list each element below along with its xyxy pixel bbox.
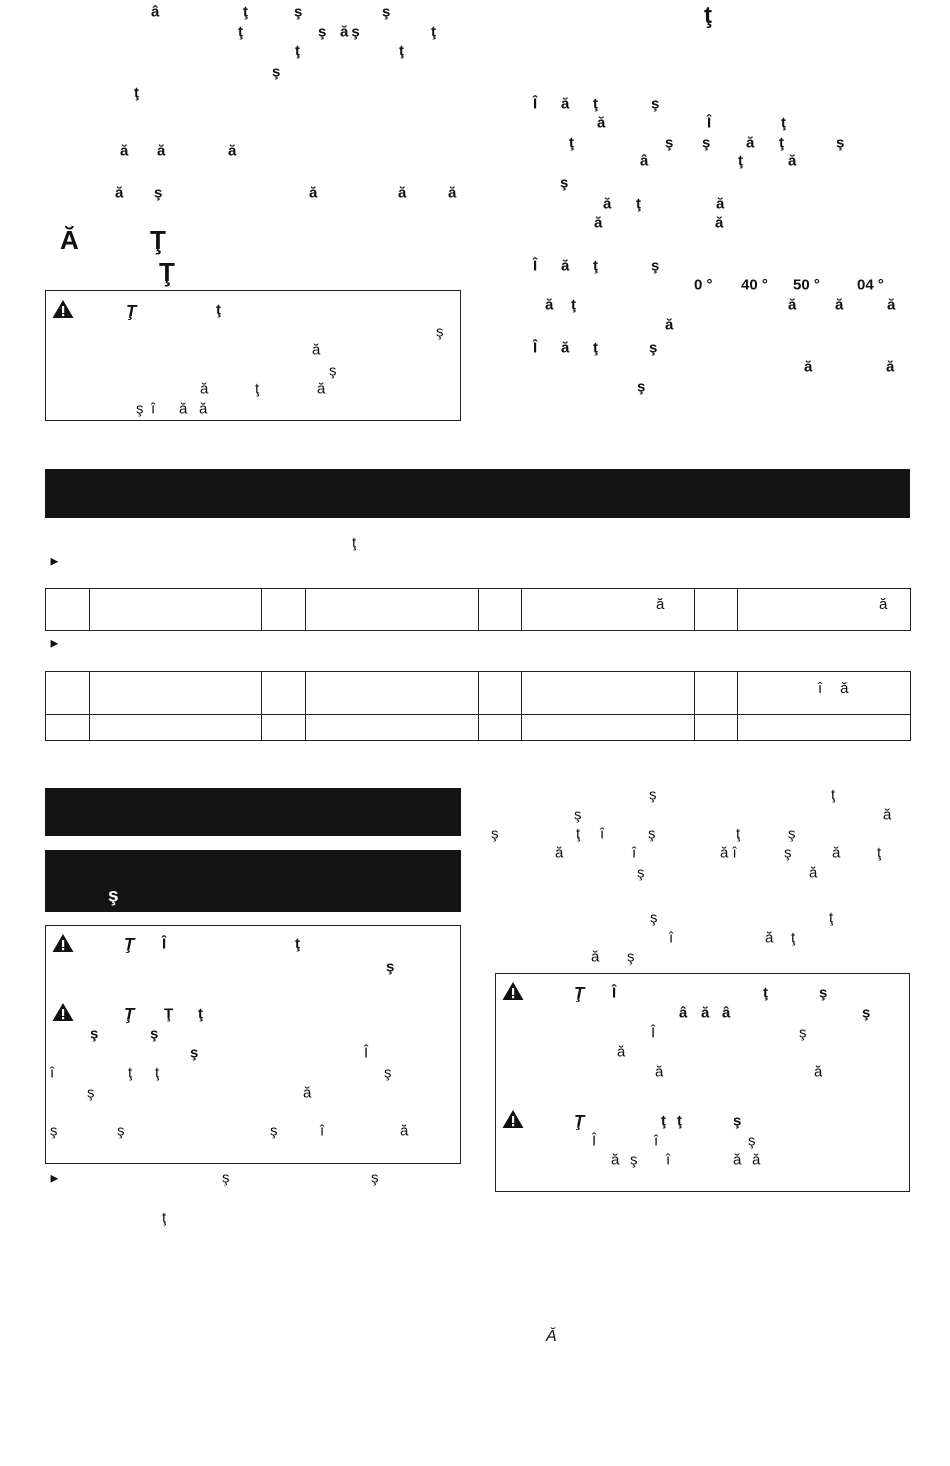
text-fragment: Î <box>162 935 167 953</box>
text-fragment: ă <box>398 184 407 202</box>
angle-value: 04 ° <box>857 276 884 294</box>
bullet-arrow-icon: ► <box>48 635 61 651</box>
angle-value: 0 ° <box>694 276 713 294</box>
text-fragment: ă <box>716 195 725 213</box>
text-fragment: ţ <box>243 3 248 21</box>
text-fragment: ă <box>886 358 895 376</box>
text-fragment: ţ <box>238 23 243 41</box>
text-fragment: ţ <box>431 23 436 41</box>
text-fragment: ş <box>270 1122 278 1140</box>
text-fragment: ă <box>400 1122 409 1140</box>
table-cell <box>90 715 262 741</box>
warning-label: Ţ <box>574 1111 585 1131</box>
text-fragment: Î <box>364 1044 369 1062</box>
table-cell <box>522 672 695 715</box>
text-fragment: ţ <box>352 534 357 552</box>
text-fragment: ă <box>594 214 603 232</box>
warning-triangle-icon <box>52 299 74 319</box>
text-fragment: ă <box>655 1063 664 1081</box>
text-fragment: ş <box>150 1025 159 1043</box>
table-cell <box>90 672 262 715</box>
text-fragment: ş <box>702 134 711 152</box>
text-fragment: ă <box>617 1043 626 1061</box>
cell-text: ă <box>656 596 665 613</box>
text-fragment: ţ <box>569 134 574 152</box>
table-cell <box>262 589 306 631</box>
text-fragment: ă <box>561 257 570 275</box>
text-fragment: ă <box>752 1151 761 1169</box>
text-fragment: ă <box>809 864 818 882</box>
text-fragment: Î <box>533 95 538 113</box>
table-cell <box>695 672 738 715</box>
text-fragment: ţ <box>134 84 139 102</box>
text-fragment: ş <box>384 1064 392 1082</box>
text-fragment: ş <box>649 339 658 357</box>
text-fragment: ş <box>560 174 569 192</box>
text-fragment: ă <box>545 296 554 314</box>
text-fragment: ă <box>814 1063 823 1081</box>
text-fragment: ţ <box>593 95 598 113</box>
table-row <box>46 672 911 715</box>
text-fragment: Î <box>707 114 712 132</box>
right-column-title: ţ <box>704 2 712 29</box>
text-fragment: ş <box>318 23 327 41</box>
table-cell <box>46 672 90 715</box>
text-fragment: ş <box>436 323 444 341</box>
text-fragment: ţ <box>295 935 300 953</box>
text-fragment: ţ <box>198 1005 203 1023</box>
text-fragment: ş <box>222 1169 230 1187</box>
text-fragment: ă <box>317 380 326 398</box>
text-fragment: î <box>654 1132 659 1150</box>
table-row <box>46 589 911 631</box>
text-fragment: ş <box>648 825 656 843</box>
text-fragment: ă <box>448 184 457 202</box>
text-fragment: Î <box>533 339 538 357</box>
text-fragment: ă <box>303 1084 312 1102</box>
table-cell <box>46 715 90 741</box>
warning-triangle-icon <box>52 933 74 953</box>
text-fragment: ă <box>312 341 321 359</box>
text-fragment: ă <box>591 948 600 966</box>
text-fragment: Ţ <box>164 1005 174 1023</box>
spec-table-1 <box>45 588 911 631</box>
text-fragment: ă <box>746 134 755 152</box>
text-fragment: ţ <box>831 786 836 804</box>
text-fragment: î <box>151 400 156 418</box>
table-row <box>46 715 911 741</box>
table-cell <box>46 589 90 631</box>
heading-fragment: Ţ <box>159 257 175 287</box>
text-fragment: ş <box>819 984 828 1002</box>
text-fragment: ţ <box>295 42 300 60</box>
text-fragment: ă <box>115 184 124 202</box>
text-fragment: ţ <box>736 825 741 843</box>
text-fragment: î <box>600 825 605 843</box>
text-fragment: î <box>632 844 637 862</box>
table-cell <box>479 672 522 715</box>
text-fragment: ă <box>561 95 570 113</box>
text-fragment: ţ <box>829 909 834 927</box>
text-fragment: ş <box>294 3 303 21</box>
cell-text: ă <box>840 680 849 697</box>
text-fragment: ş <box>190 1044 199 1062</box>
text-fragment: ş <box>272 63 281 81</box>
text-fragment: â <box>640 152 649 170</box>
heading-fragment: Ţ <box>150 225 166 255</box>
table-cell <box>522 589 695 631</box>
text-fragment: ş <box>574 806 582 824</box>
text-fragment: ă <box>887 296 896 314</box>
table-cell <box>262 715 306 741</box>
text-fragment: ş <box>862 1004 871 1022</box>
text-fragment: ş <box>136 400 144 418</box>
text-fragment: ş <box>371 1169 379 1187</box>
text-fragment: ă <box>597 114 606 132</box>
text-fragment: ă î <box>720 844 737 862</box>
table-cell <box>306 589 479 631</box>
text-fragment: ş <box>117 1122 125 1140</box>
text-fragment: ş <box>637 864 645 882</box>
warning-box <box>45 925 461 1164</box>
text-fragment: ş <box>651 95 660 113</box>
text-fragment: ş <box>154 184 163 202</box>
text-fragment: ă <box>715 214 724 232</box>
text-fragment: ş <box>627 948 635 966</box>
table-cell <box>522 715 695 741</box>
text-fragment: ş <box>665 134 674 152</box>
text-fragment: ă <box>603 195 612 213</box>
text-fragment: î <box>669 929 674 947</box>
text-fragment: ş <box>637 378 646 396</box>
text-fragment: ă <box>765 929 774 947</box>
text-fragment: ţ <box>162 1209 167 1227</box>
page-number: Ă <box>546 1328 557 1345</box>
text-fragment: ă <box>199 400 208 418</box>
text-fragment: ă <box>561 339 570 357</box>
text-fragment: ă <box>665 316 674 334</box>
text-fragment: ş <box>87 1084 95 1102</box>
table-cell <box>479 589 522 631</box>
table-cell <box>738 715 911 741</box>
text-fragment: î <box>666 1151 671 1169</box>
text-fragment: ţ <box>738 152 743 170</box>
text-fragment: ţ <box>571 296 576 314</box>
text-fragment: ăş <box>340 23 363 41</box>
text-fragment: ş <box>836 134 845 152</box>
text-fragment: ă <box>832 844 841 862</box>
text-fragment: ă <box>157 142 166 160</box>
text-fragment: ţ <box>155 1064 160 1082</box>
text-fragment: ş <box>799 1024 807 1042</box>
warning-label: Ţ <box>574 983 585 1003</box>
text-fragment: ţ <box>791 929 796 947</box>
heading-fragment: Ă <box>60 225 79 255</box>
text-fragment: ă <box>555 844 564 862</box>
text-fragment: ţ <box>593 339 598 357</box>
text-fragment: ţ <box>661 1112 666 1130</box>
section-bar-text: ş <box>108 885 119 907</box>
section-bar-specifications <box>45 469 910 518</box>
text-fragment: â <box>151 3 160 21</box>
text-fragment: ă <box>179 400 188 418</box>
text-fragment: ş <box>733 1112 742 1130</box>
text-fragment: Î <box>533 257 538 275</box>
text-fragment: ţ <box>779 134 784 152</box>
text-fragment: ş <box>650 909 658 927</box>
table-cell <box>306 715 479 741</box>
text-fragment: ş <box>748 1132 756 1150</box>
text-fragment: ă <box>701 1004 710 1022</box>
text-fragment: ă <box>788 296 797 314</box>
bullet-arrow-icon: ► <box>48 1170 61 1186</box>
text-fragment: â <box>679 1004 688 1022</box>
text-fragment: ş <box>649 786 657 804</box>
text-fragment: ţ <box>576 825 581 843</box>
text-fragment: ţ <box>636 195 641 213</box>
warning-triangle-icon <box>52 1002 74 1022</box>
text-fragment: ă <box>733 1151 742 1169</box>
text-fragment: ă <box>883 806 892 824</box>
text-fragment: ţ <box>255 380 260 398</box>
text-fragment: ă <box>200 380 209 398</box>
text-fragment: î <box>50 1064 55 1082</box>
text-fragment: ţ <box>128 1064 133 1082</box>
text-fragment: â <box>722 1004 731 1022</box>
table-cell <box>90 589 262 631</box>
text-fragment: ţ <box>399 42 404 60</box>
warning-triangle-icon <box>502 981 524 1001</box>
warning-box <box>45 290 461 421</box>
text-fragment: Î <box>612 984 617 1002</box>
text-fragment: Î <box>592 1132 597 1150</box>
warning-label: Ţ <box>124 934 135 954</box>
text-fragment: ţ <box>763 984 768 1002</box>
table-cell <box>695 715 738 741</box>
text-fragment: ş <box>788 825 796 843</box>
table-cell <box>695 589 738 631</box>
text-fragment: ş <box>651 257 660 275</box>
angle-value: 40 ° <box>741 276 768 294</box>
text-fragment: ţ <box>677 1112 682 1130</box>
cell-text: ă <box>879 596 888 613</box>
text-fragment: ă <box>835 296 844 314</box>
spec-table-2 <box>45 671 911 741</box>
bullet-arrow-icon: ► <box>48 553 61 569</box>
warning-label: Ţ <box>124 1004 135 1024</box>
text-fragment: ă <box>788 152 797 170</box>
text-fragment: Î <box>651 1024 656 1042</box>
section-bar-safety <box>45 788 461 836</box>
text-fragment: î <box>320 1122 325 1140</box>
warning-label: Ţ <box>126 301 137 321</box>
table-cell <box>738 589 911 631</box>
text-fragment: ş <box>382 3 391 21</box>
text-fragment: ş <box>491 825 499 843</box>
table-cell <box>479 715 522 741</box>
text-fragment: ş <box>784 844 792 862</box>
text-fragment: ţ <box>877 844 882 862</box>
text-fragment: ş <box>329 362 337 380</box>
table-cell <box>738 672 911 715</box>
table-cell <box>306 672 479 715</box>
text-fragment: ă <box>611 1151 620 1169</box>
text-fragment: ă <box>228 142 237 160</box>
text-fragment: ţ <box>593 257 598 275</box>
text-fragment: ă <box>120 142 129 160</box>
text-fragment: ş <box>386 958 395 976</box>
text-fragment: ţ <box>216 301 221 319</box>
cell-text: î <box>818 680 823 697</box>
text-fragment: ţ <box>781 114 786 132</box>
text-fragment: ă <box>804 358 813 376</box>
text-fragment: ă <box>309 184 318 202</box>
text-fragment: ş <box>630 1151 638 1169</box>
table-cell <box>262 672 306 715</box>
text-fragment: ş <box>50 1122 58 1140</box>
text-fragment: ş <box>90 1025 99 1043</box>
warning-triangle-icon <box>502 1109 524 1129</box>
angle-value: 50 ° <box>793 276 820 294</box>
